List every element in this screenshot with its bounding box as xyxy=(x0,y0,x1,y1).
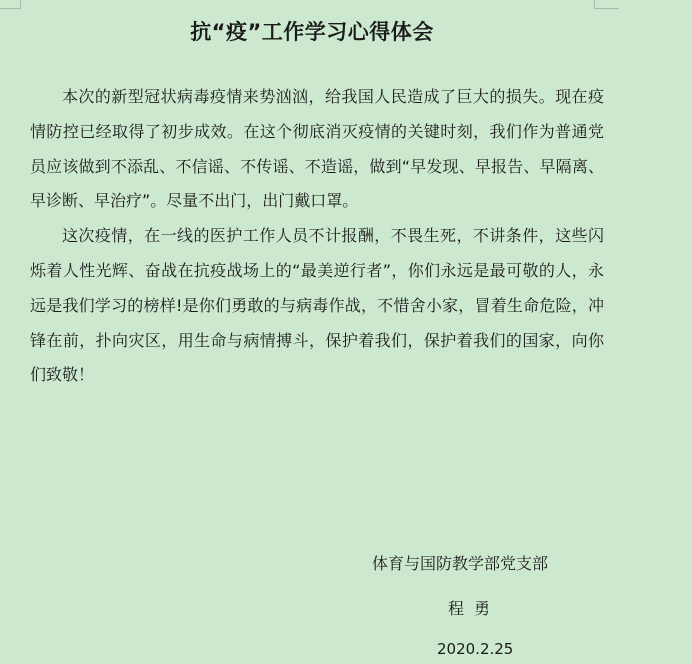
document-body xyxy=(30,80,604,393)
margin-crop-mark-top-left xyxy=(0,0,21,9)
margin-crop-mark-top-right xyxy=(594,0,619,9)
signature-organization: 体育与国防教学部党支部 xyxy=(372,554,549,573)
signature-date: 2020.2.25 xyxy=(437,640,514,658)
body-paragraph-2: 这次疫情，在一线的医护工作人员不计报酬，不畏生死，不讲条件，这些闪烁着人性光辉、奋战在抗疫战场上的“最美逆行者”，你们永远是最可敬的人，永远是我们学习的榜样!是你们勇敢的与病毒作战，不惜舍小家，冒着生命危险，冲锋在前，扑向灾区，用生命与病情搏斗，保护着我们，保护着我们的国家，向你们致敬！ xyxy=(30,226,604,385)
signature-name: 程勇 xyxy=(448,599,501,618)
body-paragraph-1: 本次的新型冠状病毒疫情来势汹汹，给我国人民造成了巨大的损失。现在疫情防控已经取得了初步成效。在这个彻底消灭疫情的关键时刻，我们作为普通党员应该做到不添乱、不信谣、不传谣、不造谣，做到“早发现、早报告、早隔离、早诊断、早治疗”。尽量不出门，出门戴口罩。 xyxy=(30,87,604,211)
document-title: 抗“疫”工作学习心得体会 xyxy=(190,20,434,44)
